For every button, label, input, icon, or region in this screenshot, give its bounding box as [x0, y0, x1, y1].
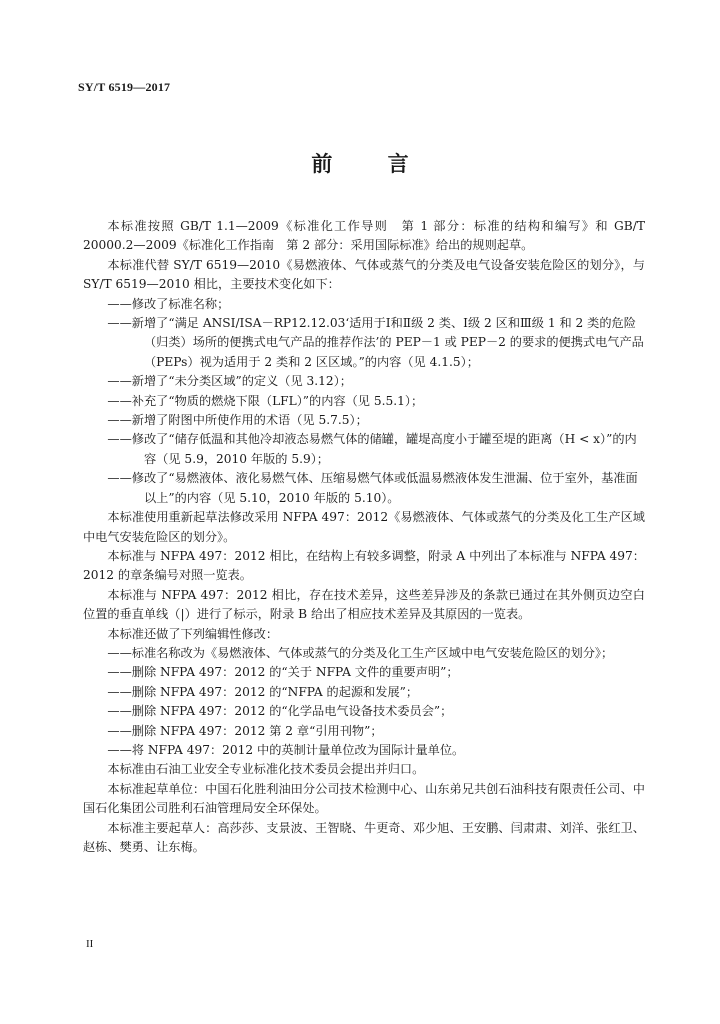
list-item: ——新增了附图中所使作用的术语（见 5.7.5）；: [107, 413, 368, 428]
list-item: ——修改了“易燃液体、液化易燃气体、压缩易燃气体或低温易燃液体发生泄漏、位于室外，基准面以上”的内容（见 5.10，2010 年版的 5.10）。: [107, 471, 638, 505]
list-item: ——删除 NFPA 497：2012 的“化学品电气设备技术委员会”；: [107, 704, 453, 719]
list-item: ——修改了标准名称；: [107, 296, 230, 311]
paragraph: 本标准与 NFPA 497：2012 相比，存在技术差异，这些差异涉及的条款已通过在其外侧页边空白位置的垂直单线（|）进行了标示，附录 B 给出了相应技术差异及其原因的一览表。: [83, 587, 645, 622]
list-item: ——将 NFPA 497：2012 中的英制计量单位改为国际计量单位。: [107, 742, 465, 757]
list-item: ——补充了“物质的燃烧下限（LFL）”的内容（见 5.5.1）；: [107, 393, 424, 408]
list-item: ——新增了“未分类区域”的定义（见 3.12）；: [107, 374, 352, 389]
standard-code: SY/T 6519—2017: [78, 80, 171, 94]
list-item: ——删除 NFPA 497：2012 第 2 章“引用刊物”；: [107, 723, 383, 738]
paragraph: 本标准主要起草人：高莎莎、支景波、王智晓、牛更奇、邓少旭、王安鹏、闫肃肃、刘洋、张红卫、赵栋、樊勇、让东梅。: [83, 820, 645, 854]
list-item: ——删除 NFPA 497：2012 的“NFPA 的起源和发展”；: [107, 684, 419, 699]
page-number: II: [86, 938, 94, 950]
body-text: [83, 217, 645, 857]
paragraph: 本标准起草单位：中国石化胜利油田分公司技术检测中心、山东弟兄共创石油科技有限责任公司、中国石化集团公司胜利石油管理局安全环保处。: [83, 781, 645, 816]
list-item: ——修改了“储存低温和其他冷却液态易燃气体的储罐，罐堤高度小于罐至堤的距离（H < x）”的内容（见 5.9，2010 年版的 5.9）；: [107, 432, 637, 466]
paragraph: 本标准还做了下列编辑性修改：: [107, 626, 279, 641]
paragraph: 本标准由石油工业安全专业标准化技术委员会提出并归口。: [107, 762, 425, 777]
page-title: 前 言: [311, 152, 433, 176]
paragraph: 本标准代替 SY/T 6519—2010《易燃液体、气体或蒸气的分类及电气设备安装危险区的划分》，与 SY/T 6519—2010 相比，主要技术变化如下：: [83, 257, 645, 292]
list-item: ——删除 NFPA 497：2012 的“关于 NFPA 文件的重要声明”；: [107, 665, 459, 680]
list-item: ——新增了“满足 ANSI/ISA－RP12.12.03‘适用于Ⅰ和Ⅱ级 2 类、Ⅰ级 2 区和Ⅲ级 1 和 2 类的危险（归类）场所的便携式电气产品的推荐作法’的 PEP－1 或 PEP－2 的要求的便携式电气产品（PEPs）视为适用于 2 类和 2 区区域。”的内容（见 4.1.5）；: [107, 316, 644, 369]
paragraph: 本标准使用重新起草法修改采用 NFPA 497：2012《易燃液体、气体或蒸气的分类及化工生产区域中电气安装危险区的划分》。: [83, 510, 645, 544]
paragraph: 本标准与 NFPA 497：2012 相比，在结构上有较多调整，附录 A 中列出了本标准与 NFPA 497：2012 的章条编号对照一览表。: [83, 548, 645, 583]
paragraph: 本标准按照 GB/T 1.1—2009《标准化工作导则 第 1 部分：标准的结构和编写》和 GB/T 20000.2—2009《标准化工作指南 第 2 部分：采用国际标准》给出的规则起草。: [83, 219, 645, 253]
list-item: ——标准名称改为《易燃液体、气体或蒸气的分类及化工生产区域中电气安装危险区的划分》；: [107, 645, 614, 660]
